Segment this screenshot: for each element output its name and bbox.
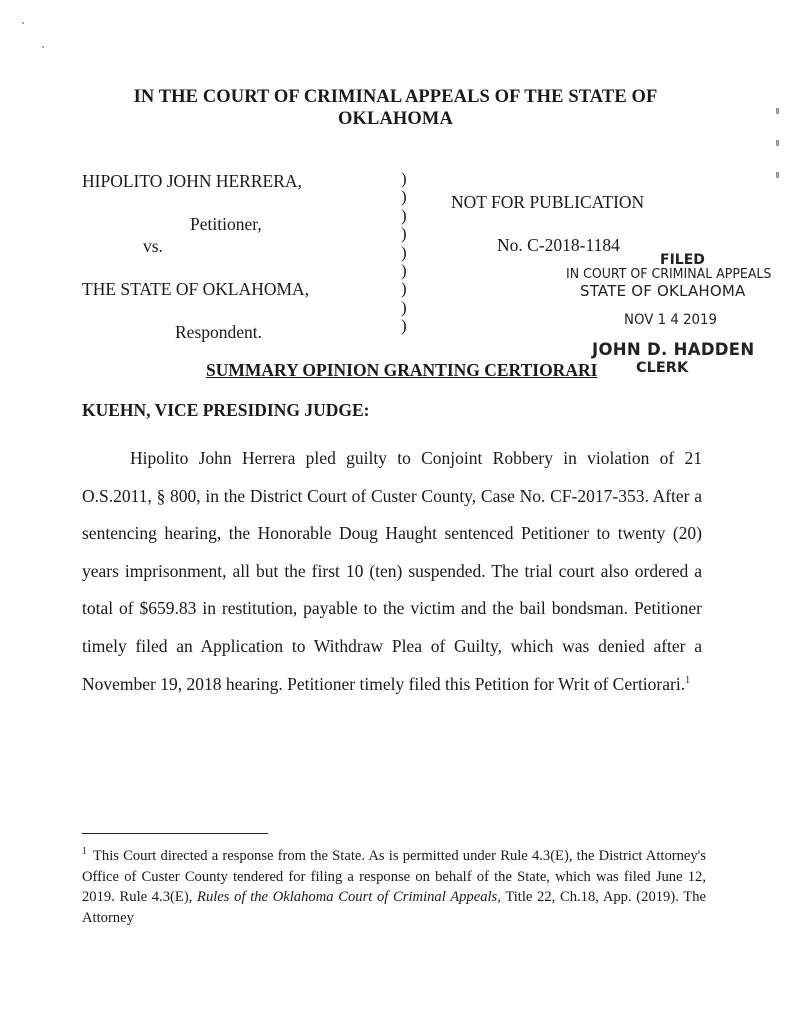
scan-speck — [42, 46, 44, 48]
stamp-date: NOV 1 4 2019 — [624, 312, 718, 328]
scan-margin-mark — [776, 140, 779, 146]
court-title-line-1: IN THE COURT OF CRIMINAL APPEALS OF THE STATE OF — [133, 87, 658, 107]
caption-paren: ) — [401, 242, 407, 262]
petitioner-role: Petitioner, — [190, 214, 262, 234]
stamp-state: STATE OF OKLAHOMA — [580, 282, 746, 300]
scan-margin-mark — [776, 172, 779, 178]
footnote-divider — [82, 833, 268, 834]
caption-paren: ) — [401, 261, 407, 281]
caption-paren: ) — [401, 187, 407, 207]
respondent-name: THE STATE OF OKLAHOMA, — [82, 279, 310, 299]
scan-speck — [22, 22, 24, 24]
caption-paren: ) — [401, 169, 407, 188]
publication-status: NOT FOR PUBLICATION — [451, 192, 645, 212]
versus-label: vs. — [143, 236, 163, 256]
court-title-line-2: OKLAHOMA — [338, 109, 453, 129]
caption-paren: ) — [401, 297, 407, 317]
scan-margin-mark — [776, 108, 779, 114]
case-number: No. C-2018-1184 — [497, 235, 620, 255]
opinion-body — [82, 440, 702, 703]
stamp-clerk-name: JOHN D. HADDEN — [592, 340, 755, 359]
paragraph-text: Hipolito John Herrera pled guilty to Conjoint Robbery in violation of 21 O.S.2011, § 800, in the District Court of Custer County, Case No. CF-2017-353. After a sentencing hearing, the Honorable Doug Haught sentenced Petitioner to twenty (20) years imprisonment, all but the first 10 (ten) suspended. The trial court also ordered a total of $659.83 in restitution, payable to the victim and the bail bondsman. Petitioner timely filed an Application to Withdraw Plea of Guilty, which was denied after a November 19, 2018 hearing. Petitioner timely filed this Petition for Writ of Certiorari. — [82, 448, 702, 694]
caption-paren: ) — [401, 224, 407, 244]
caption-paren: ) — [401, 205, 407, 225]
footnote-mark: 1 — [82, 846, 87, 858]
court-title — [60, 86, 731, 130]
caption-paren: ) — [401, 279, 407, 299]
stamp-filed: FILED — [660, 252, 705, 268]
caption-parentheses — [401, 170, 407, 336]
footnote-text-end: Title 22, Ch.18, App. (2019). The Attorney — [82, 889, 706, 926]
stamp-clerk-title: CLERK — [636, 360, 689, 376]
opinion-heading: SUMMARY OPINION GRANTING CERTIORARI — [206, 360, 598, 380]
respondent-role: Respondent. — [175, 322, 263, 342]
caption-paren: ) — [401, 316, 407, 336]
footnote-italic-citation: Rules of the Oklahoma Court of Criminal Appeals, — [197, 889, 501, 906]
authoring-judge: KUEHN, VICE PRESIDING JUDGE: — [82, 400, 370, 420]
stamp-court: IN COURT OF CRIMINAL APPEALS — [566, 266, 772, 282]
opinion-paragraph — [82, 440, 702, 703]
petitioner-name: HIPOLITO JOHN HERRERA, — [82, 171, 302, 191]
footnote-text-start: This Court directed a response from the State. As is permitted under Rule 4.3(E), the District Attorney's Office of Custer County tendered for filing a response on behalf of the State, which was filed June 12, 2019. Rule 4.3(E), — [82, 848, 706, 906]
footnote — [82, 846, 706, 928]
footnote-reference: 1 — [685, 674, 691, 686]
